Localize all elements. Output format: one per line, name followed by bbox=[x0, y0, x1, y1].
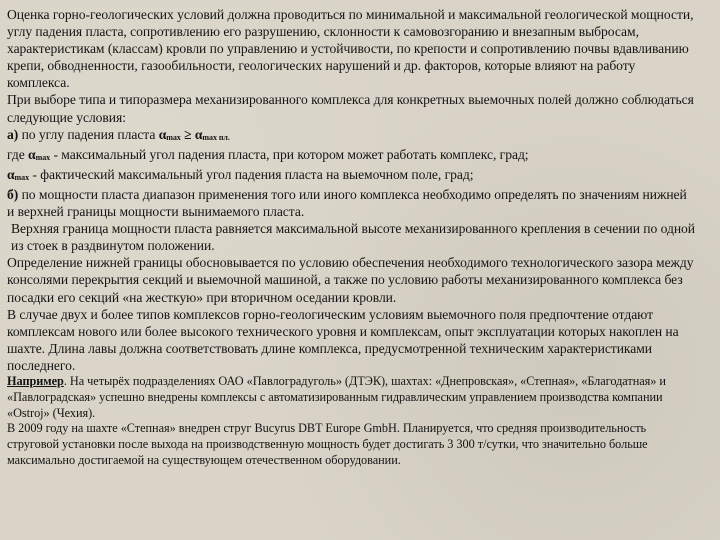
formula-ge: ≥ bbox=[180, 126, 195, 142]
formula-sub-2: max пл. bbox=[202, 132, 230, 142]
condition-a-label: а) bbox=[7, 126, 19, 142]
factual-sub: max bbox=[14, 172, 30, 182]
condition-b bbox=[7, 186, 697, 220]
formula-alpha-1: α bbox=[158, 126, 167, 142]
example-label: Например bbox=[7, 373, 64, 388]
condition-a-text: по углу падения пласта bbox=[18, 126, 159, 142]
document-body bbox=[7, 6, 697, 469]
formula-sub-1: max bbox=[166, 132, 181, 142]
paragraph-2009: В 2009 году на шахте «Степная» внедрен струг Bucyrus DBT Europe GmbH. Планируется, что средняя производительность струговой установки после выхода на производственную мощность будет достигать 3 300 т/сутки, что значительно больше максимально достигаемой на существующем отечественном оборудовании. bbox=[7, 421, 648, 467]
paragraph-lower-bound: Определение нижней границы обосновывается по условию обеспечения необходимого технологического зазора между консолями перекрытия секций и выемочной машиной, а также по условию работы механизированного комплекса без посадки его секций «на жесткую» при вторичном оседании кровли. bbox=[7, 255, 694, 305]
condition-a bbox=[7, 126, 697, 146]
condition-b-label: б) bbox=[7, 186, 19, 202]
condition-b-text: по мощности пласта диапазон применения того или иного комплекса необходимо определять по значениям нижней и верхней границы мощности вынимаемого пласта. bbox=[7, 186, 687, 220]
paragraph-conditions-intro: При выборе типа и типоразмера механизированного комплекса для конкретных выемочных полей должно соблюдаться следующие условия: bbox=[7, 92, 694, 125]
formula-alpha-2: α bbox=[194, 126, 203, 142]
where-line bbox=[7, 146, 697, 166]
where-alpha: α bbox=[28, 146, 36, 162]
paragraph-assessment: Оценка горно-геологических условий должна проводиться по минимальной и максимальной геологической мощности, углу падения пласта, сопротивлению его разрушению, склонности к самовозгоранию и внезапным выбросам, характеристикам (классам) кровли по управлению и устойчивости, по крепости и сопротивлению почвы вдавливанию крепи, обводненности, газообильности, геологических нарушений и др. факторов, которые влияют на работу комплекса. bbox=[7, 7, 694, 91]
factual-alpha: α bbox=[7, 166, 15, 182]
where-text-2: - максимальный угол падения пласта, при котором может работать комплекс, град; bbox=[50, 146, 529, 162]
where-sub: max bbox=[35, 152, 51, 162]
example-text: . На четырёх подразделениях ОАО «Павлоградуголь» (ДТЭК), шахтах: «Днепровская», «Степная», «Благодатная» и «Павлоградская» успешно внедрены комплексы с автоматизированным гидравлическим управлением производства компании «Ostroj» (Чехия). bbox=[7, 373, 666, 420]
where-text-1: где bbox=[7, 146, 29, 162]
paragraph-example bbox=[7, 374, 697, 421]
paragraph-complex-choice: В случае двух и более типов комплексов горно-геологическим условиям выемочного поля предпочтение отдают комплексам нового или более высокого технического уровня и комплексам, опыт эксплуатации которых накоплен на шахте. Длина лавы должна соответствовать длине комплекса, предусмотренной техническим характеристиками последнего. bbox=[7, 306, 679, 373]
factual-text: - фактический максимальный угол падения пласта на выемочном поле, град; bbox=[29, 166, 474, 182]
factual-line bbox=[7, 166, 697, 186]
paragraph-upper-bound: Верхняя граница мощности пласта равняется максимальной высоте механизированного крепления в сечении по одной из стоек в раздвинутом положении. bbox=[11, 221, 696, 254]
